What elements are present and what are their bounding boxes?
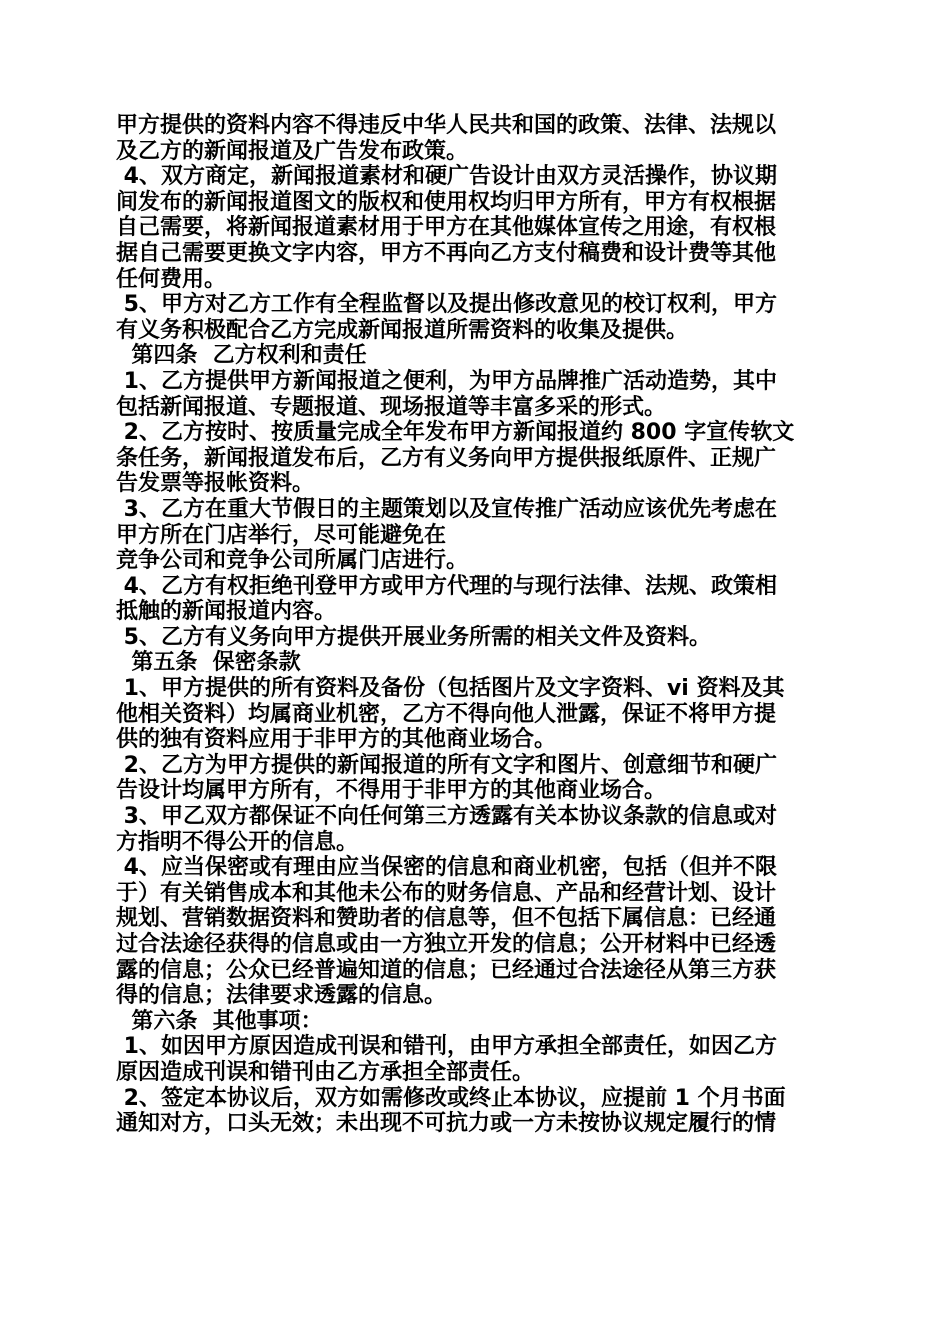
text-line: 供的独有资料应用于非甲方的其他商业场合。	[116, 727, 557, 753]
text-line: 自己需要，将新闻报道素材用于甲方在其他媒体宣传之用途，有权根	[116, 215, 777, 241]
text-line: 方指明不得公开的信息。	[116, 829, 359, 855]
section-heading: 第六条 其他事项：	[116, 1008, 323, 1034]
text-line: 露的信息；公众已经普遍知道的信息；已经通过合法途径从第三方获	[116, 957, 777, 983]
text-line: 1、如因甲方原因造成刊误和错刊，由甲方承担全部责任，如因乙方	[116, 1034, 777, 1060]
text-line: 2、签定本协议后，双方如需修改或终止本协议，应提前 1 个月书面	[116, 1085, 786, 1111]
text-line: 有义务积极配合乙方完成新闻报道所需资料的收集及提供。	[116, 317, 689, 343]
text-line: 4、双方商定，新闻报道素材和硬广告设计由双方灵活操作，协议期	[116, 164, 777, 190]
text-line: 及乙方的新闻报道及广告发布政策。	[116, 138, 469, 164]
text-line: 甲方所在门店举行，尽可能避免在	[116, 522, 447, 548]
text-line: 4、应当保密或有理由应当保密的信息和商业机密，包括（但并不限	[116, 855, 777, 881]
text-line: 过合法途径获得的信息或由一方独立开发的信息；公开材料中已经透	[116, 932, 777, 957]
text-line: 2、乙方按时、按质量完成全年发布甲方新闻报道约 800 字宣传软文	[116, 420, 795, 446]
text-line: 5、乙方有义务向甲方提供开展业务所需的相关文件及资料。	[116, 624, 711, 650]
text-line: 任何费用。	[116, 266, 227, 292]
text-line: 于）有关销售成本和其他未公布的财务信息、产品和经营计划、设计	[116, 880, 777, 906]
text-line: 4、乙方有权拒绝刊登甲方或甲方代理的与现行法律、法规、政策相	[116, 573, 777, 599]
text-line: 得的信息；法律要求透露的信息。	[116, 983, 447, 1009]
text-line: 他相关资料）均属商业机密，乙方不得向他人泄露，保证不将甲方提	[116, 701, 777, 727]
text-line: 2、乙方为甲方提供的新闻报道的所有文字和图片、创意细节和硬广	[116, 752, 777, 778]
text-line: 3、乙方在重大节假日的主题策划以及宣传推广活动应该优先考虑在	[116, 496, 777, 522]
text-line: 告设计均属甲方所有，不得用于非甲方的其他商业场合。	[116, 778, 667, 804]
section-heading: 第五条 保密条款	[116, 650, 301, 676]
text-line: 条任务，新闻报道发布后，乙方有义务向甲方提供报纸原件、正规广	[116, 445, 777, 471]
text-line: 1、乙方提供甲方新闻报道之便利，为甲方品牌推广活动造势，其中	[116, 368, 777, 394]
text-line: 规划、营销数据资料和赞助者的信息等，但不包括下属信息：已经通	[116, 906, 777, 932]
document-page	[116, 113, 836, 1137]
text-line: 告发票等报帐资料。	[116, 471, 315, 497]
text-line: 间发布的新闻报道图文的版权和使用权均归甲方所有，甲方有权根据	[116, 189, 777, 215]
text-line: 甲方提供的资料内容不得违反中华人民共和国的政策、法律、法规以	[116, 113, 777, 138]
text-line: 抵触的新闻报道内容。	[116, 599, 337, 625]
text-line: 1、甲方提供的所有资料及备份（包括图片及文字资料、vi 资料及其	[116, 676, 785, 702]
text-line: 原因造成刊误和错刊由乙方承担全部责任。	[116, 1059, 535, 1085]
text-line: 通知对方，口头无效；未出现不可抗力或一方未按协议规定履行的情	[116, 1111, 777, 1137]
text-line: 据自己需要更换文字内容，甲方不再向乙方支付稿费和设计费等其他	[116, 240, 777, 266]
text-line: 包括新闻报道、专题报道、现场报道等丰富多采的形式。	[116, 394, 667, 420]
section-heading: 第四条 乙方权利和责任	[116, 343, 367, 369]
text-line: 竞争公司和竞争公司所属门店进行。	[116, 548, 469, 574]
text-line: 3、甲乙双方都保证不向任何第三方透露有关本协议条款的信息或对	[116, 804, 777, 830]
text-line: 5、甲方对乙方工作有全程监督以及提出修改意见的校订权利，甲方	[116, 292, 777, 318]
